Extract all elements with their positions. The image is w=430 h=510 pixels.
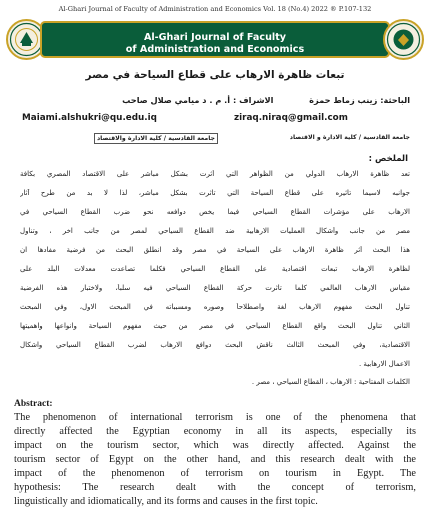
supervisor-label: الاشراف :	[232, 95, 274, 105]
abstract-line: directly affected the Egyptian economy in all its aspects, especially its	[14, 426, 416, 437]
abstract-line: linguistically and idiomatically, and its forms and causes in the first topic.	[14, 496, 318, 507]
abstract-line: impact of the phenomenon of terrorism on tourism in Egypt. The	[14, 468, 416, 479]
arabic-summary-heading: الملخص :	[368, 154, 408, 164]
author-line	[122, 95, 410, 105]
running-head: Al-Ghari Journal of Faculty of Administration and Economics Vol. 18 (No.4) 2022 ® P.107-132	[58, 5, 372, 13]
abstract-heading: Abstract:	[14, 399, 53, 409]
faculty-seal-icon	[383, 19, 424, 60]
researcher-affiliation: جامعة القادسية / كلية الادارة و الاقتصاد	[289, 134, 410, 141]
supervisor-email[interactable]: Maiami.alshukri@qu.edu.iq	[22, 113, 157, 123]
researcher-email[interactable]: ziraq.niraq@gmail.com	[234, 113, 348, 123]
arabic-summary-line: تعد ظاهرة الارهاب الدولي من الظواهر التي أثرت بشكل مباشر على الاقتصاد المصري بكافة	[20, 170, 410, 178]
arabic-summary-line: الارهاب على مؤشرات القطاع السياحي فيما يخص دوافعه نحو ضرب القطاع السياحي في	[20, 208, 410, 216]
arabic-summary-line: تناول البحث مفهوم الارهاب لغة واصطلاحاً وصوره ومسبباته في المبحث الاول، وفي المبحث	[20, 303, 410, 311]
supervisor-affiliation: جامعة القادسية / كلية الادارة والاقتصاد	[94, 133, 218, 144]
researcher-label: الباحثة:	[380, 95, 410, 105]
arabic-keywords: الكلمات المفتاحية : الارهاب ، القطاع السياحي ، مصر .	[251, 378, 410, 386]
journal-title-line2: of Administration and Economics	[125, 44, 305, 55]
arabic-summary-line: مقياس الارهاب العالمي كلما تأثرت حركة القطاع السياحي فيه سلباً، ولاختبار هذه الفرضية	[20, 284, 410, 292]
arabic-summary-line: لظاهرة الارهاب تبعات اقتصادية على القطاع السياحي فكلما تصاعدت معدلات البلد على	[20, 265, 410, 273]
arabic-summary-line: جوانبه لاسيما تأثيره على قطاع السياحة التي تأثرت بشكل مباشر، لذا لا بد من طرح آثار	[20, 189, 410, 197]
arabic-summary-line: الاعمال الارهابية .	[358, 360, 410, 368]
abstract-line: impact on the tourism sector, which was directly affected. Against the	[14, 440, 416, 451]
journal-banner	[6, 19, 424, 60]
arabic-summary-line: الثاني تناول البحث واقع القطاع السياحي في مصر من حيث مفهوم السياحة وانواعها واهميتها	[20, 322, 410, 330]
researcher-name: زينب زماط حمزة	[309, 95, 378, 105]
abstract-line: hypothesis: The research dealt with the concept of terrorism,	[14, 482, 416, 493]
arabic-summary-line: الاقتصادية، وفي المبحث الثالث ناقش البحث دوافع الارهاب لضرب القطاع السياحي واشكال	[20, 341, 410, 349]
article-title: تبعات ظاهرة الارهاب على قطاع السياحة في مصر	[85, 69, 345, 81]
abstract-line: tourism sector of Egypt on the other hand, and this research dealt with the	[14, 454, 416, 465]
journal-title-line1: Al-Ghari Journal of Faculty	[143, 32, 287, 43]
supervisor-name: أ. م . د ميامي صلال صاحب	[122, 95, 231, 105]
banner-strip	[40, 21, 390, 58]
abstract-line: The phenomenon of international terrorism is one of the phenomena that	[14, 412, 416, 423]
arabic-summary-line: مصر من جانب وأشكال العمليات الارهابية ضد القطاع السياحي لمصر من جانب اخر ، وتناول	[20, 227, 410, 235]
arabic-summary-line: هذا البحث أثر ظاهرة الارهاب على السياحة في مصر وقد انطلق البحث من فرضية مفادها ان	[20, 246, 410, 254]
